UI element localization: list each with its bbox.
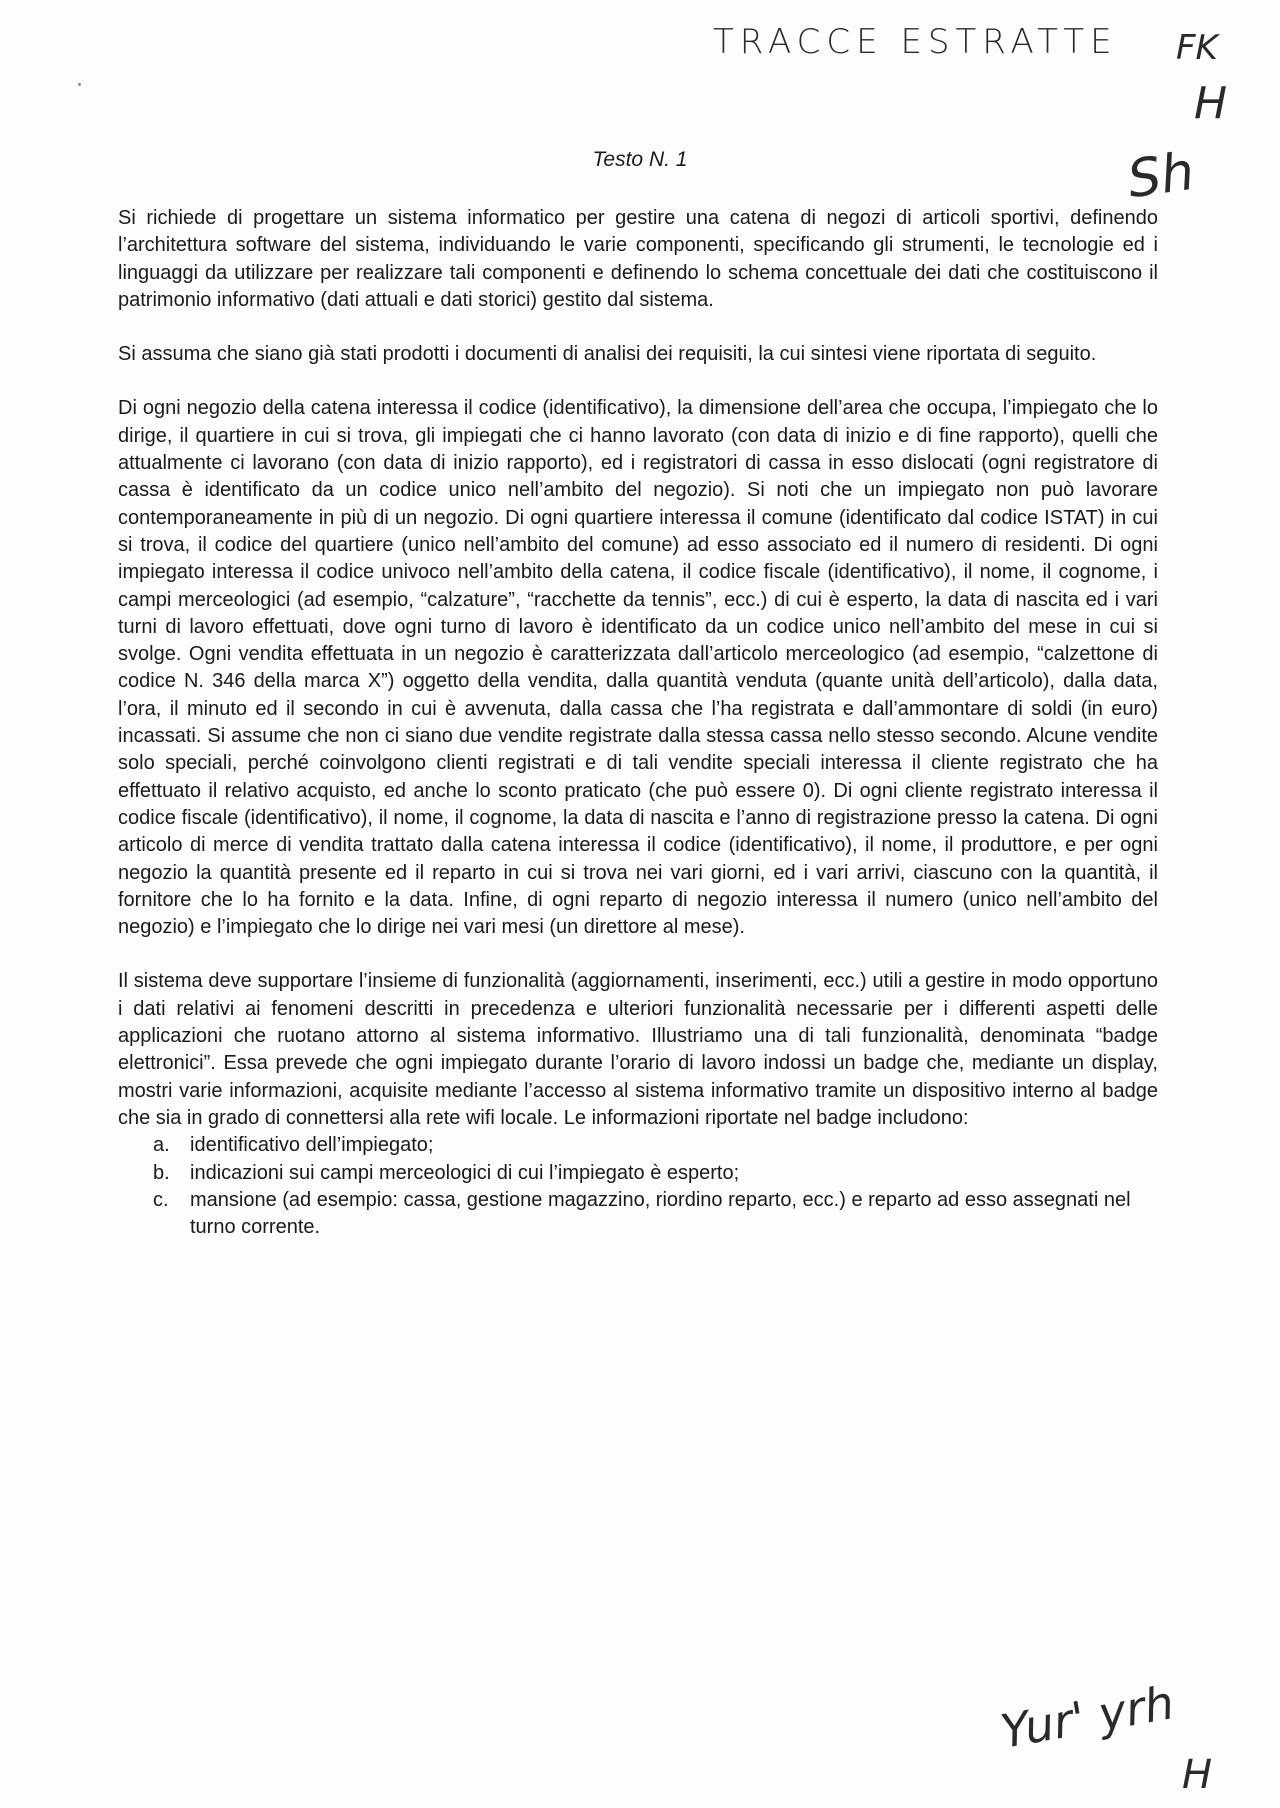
scan-speck — [78, 83, 81, 86]
list-item-text: mansione (ad esempio: cassa, gestione magazzino, riordino reparto, ecc.) e reparto ad esso assegnati nel turno corrente. — [190, 1188, 1131, 1239]
list-item-text: indicazioni sui campi merceologici di cui l’impiegato è esperto; — [190, 1161, 740, 1184]
paragraph-functionality: Il sistema deve supportare l’insieme di funzionalità (aggiornamenti, inserimenti, ecc.) utili a gestire in modo opportuno i dati relativi ai fenomeni descritti in precedenza e ulteriori funzionalità necessarie per i differenti aspetti delle applicazioni che ruotano attorno al sistema informativo. Illustriamo una di tali funzionalità, denominata “badge elettronici”. Essa prevede che ogni impiegato durante l’orario di lavoro indossi un badge che, mediante un display, mostri varie informazioni, acquisite mediante l’accesso al sistema informativo tramite un dispositivo interno al badge che sia in grado di connettersi alla rete wifi locale. Le informazioni riportate nel badge includono: — [118, 970, 1158, 1129]
document-title: Testo N. 1 — [592, 148, 688, 171]
handwritten-initials-top-2: H — [1194, 78, 1228, 129]
badge-info-list — [118, 1132, 1158, 1241]
list-item — [153, 1187, 1158, 1242]
handwritten-signature-top: Sh — [1124, 141, 1198, 211]
list-item-text: identificativo dell’impiegato; — [190, 1134, 434, 1157]
list-item — [153, 1132, 1158, 1159]
document-body — [118, 205, 1158, 1241]
handwritten-signature-bottom: Yur' yrh — [996, 1675, 1178, 1759]
list-item-label: a. — [153, 1134, 170, 1157]
handwritten-header: TRACCE ESTRATTE — [713, 22, 1118, 62]
list-item — [153, 1160, 1158, 1187]
handwritten-initials-bottom: H — [1182, 1752, 1213, 1798]
paragraph-intro: Si richiede di progettare un sistema informatico per gestire una catena di negozi di articoli sportivi, definendo l’architettura software del sistema, individuando le varie componenti, specificando gli strumenti, le tecnologie ed i linguaggi da utilizzare per realizzare tali componenti e definendo lo schema concettuale dei dati che costituiscono il patrimonio informativo (dati attuali e dati storici) gestito dal sistema. — [118, 207, 1158, 311]
handwritten-initials-top-1: FK — [1176, 28, 1218, 68]
list-item-label: c. — [153, 1188, 169, 1211]
paragraph-assumption: Si assuma che siano già stati prodotti i documenti di analisi dei requisiti, la cui sintesi viene riportata di seguito. — [118, 343, 1097, 366]
list-item-label: b. — [153, 1161, 170, 1184]
paragraph-requirements: Di ogni negozio della catena interessa il codice (identificativo), la dimensione dell’area che occupa, l’impiegato che lo dirige, il quartiere in cui si trova, gli impiegati che ci hanno lavorato (con data di inizio e di fine rapporto), quelli che attualmente ci lavorano (con data di inizio rapporto), ed i registratori di cassa in esso dislocati (ogni registratore di cassa è identificato da un codice unico nell’ambito del negozio). Si noti che un impiegato non può lavorare contemporaneamente in più di un negozio. Di ogni quartiere interessa il comune (identificato dal codice ISTAT) in cui si trova, il codice del quartiere (unico nell’ambito del comune) ad esso associato ed il numero di residenti. Di ogni impiegato interessa il codice univoco nell’ambito della catena, il codice fiscale (identificativo), il nome, il cognome, i campi merceologici (ad esempio, “calzature”, “racchette da tennis”, ecc.) di cui è esperto, la data di nascita ed i vari turni di lavoro effettuati, dove ogni turno di lavoro è identificato da un codice unico nell’ambito del mese in cui si svolge. Ogni vendita effettuata in un negozio è caratterizzata dall’articolo merceologico (ad esempio, “calzettone di codice N. 346 della marca X”) oggetto della vendita, dalla quantità venduta (quante unità dell’articolo), dalla data, l’ora, il minuto ed il secondo in cui è avvenuta, dalla cassa che l’ha registrata e dall’ammontare di soldi (in euro) incassati. Si assume che non ci siano due vendite registrate dalla stessa cassa nello stesso secondo. Alcune vendite solo speciali, perché coinvolgono clienti registrati e di tali vendite speciali interessa il cliente registrato che ha effettuato il relativo acquisto, ed anche lo sconto praticato (che può essere 0). Di ogni cliente registrato interessa il codice fiscale (identificativo), il nome, il cognome, la data di nascita e l’anno di registrazione presso la catena. Di ogni articolo di merce di vendita trattato dalla catena interessa il codice (identificativo), il nome, il produttore, e per ogni negozio la quantità presente ed il reparto in cui si trova nei vari giorni, ed i vari arrivi, ciascuno con la quantità, il fornitore che lo ha fornito e la data. Infine, di ogni reparto di negozio interessa il numero (unico nell’ambito del negozio) e l’impiegato che lo dirige nei vari mesi (un direttore al mese). — [118, 397, 1158, 939]
